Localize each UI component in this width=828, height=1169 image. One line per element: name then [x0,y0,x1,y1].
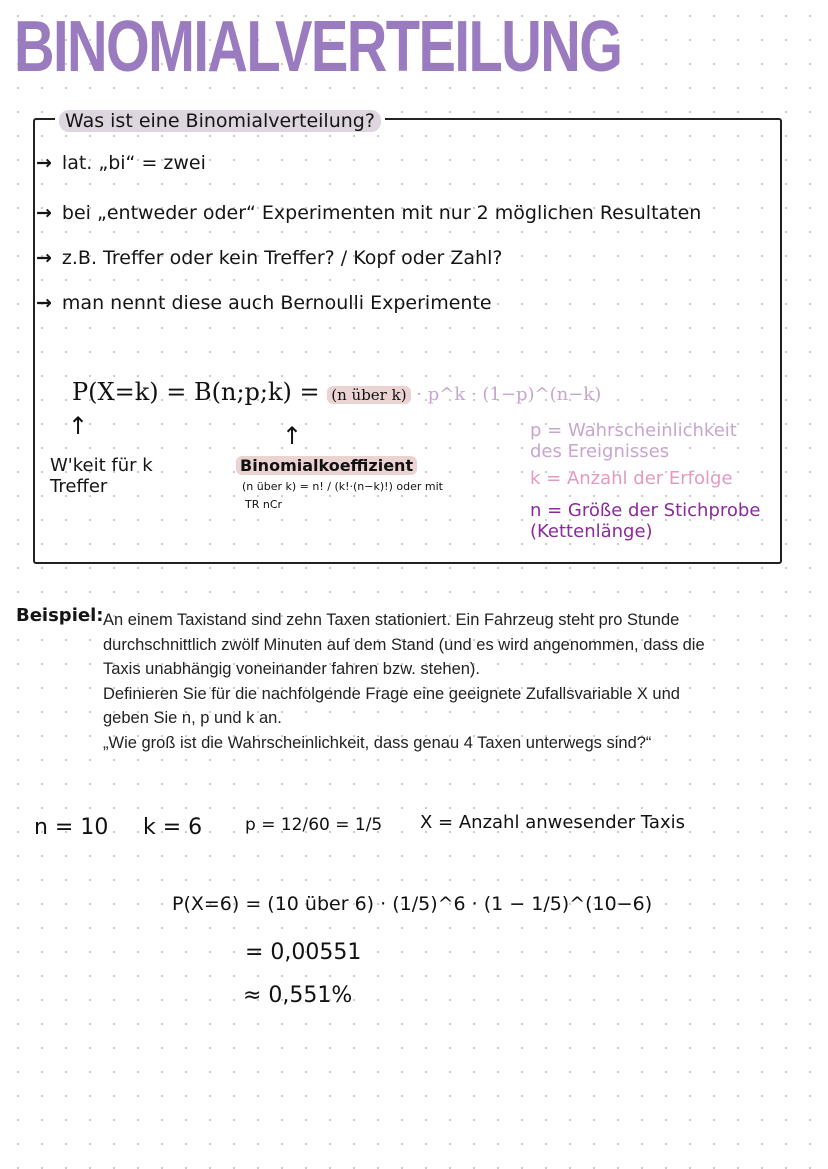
definition-box [33,118,782,564]
bullet-text: bei „entweder oder“ Experimenten mit nur 2 möglichen Resultaten [61,202,702,224]
example-line: geben Sie n, p und k an. [103,709,282,727]
formula-rest: · p^k · (1−p)^(n−k) [410,384,602,405]
page-title: BINOMIALVERTEILUNG [14,7,622,87]
label-binomialkoeffizient [236,455,417,476]
example-line: Definieren Sie für die nachfolgende Frage eine geeignete Zufallsvariable X und [103,684,680,703]
arrow-right-icon: → [36,292,52,314]
formula-left: P(X=k) = B(n;p;k) = [72,378,328,406]
box-heading-text: Was ist eine Binomialverteilung? [59,110,381,132]
box-heading [55,110,385,132]
bullet-1 [36,152,206,174]
legend-n: n = Größe der Stichprobe (Kettenlänge) [530,500,761,542]
tr-ncr: TR nCr [245,498,283,511]
arrow-up-icon: ↑ [282,422,303,450]
example-line: Taxis unabhängig voneinander fahren bzw. stehen). [103,660,481,678]
arrow-up-icon: ↑ [68,412,89,440]
bullet-text: lat. „bi“ = zwei [61,152,206,174]
example-label: Beispiel: [16,605,104,626]
binomial-coefficient: (n über k) [327,386,410,404]
legend-p: p = Wahrscheinlichkeit des Ereignisses [530,420,737,462]
solution-p: p = 12/60 = 1/5 [245,815,383,835]
calc-line-1: P(X=6) = (10 über 6) · (1/5)^6 · (1 − 1/5)^(10−6) [172,893,653,915]
solution-x: X = Anzahl anwesender Taxis [420,812,685,833]
solution-k: k = 6 [143,815,203,840]
bullet-3 [36,247,502,269]
arrow-right-icon: → [36,202,52,224]
solution-n: n = 10 [34,815,109,840]
example-line: durchschnittlich zwölf Minuten auf dem Stand (und es wird angenommen, dass die [103,635,705,654]
binomialkoeffizient-title: Binomialkoeffizient [236,456,417,475]
bullet-4 [36,292,492,314]
example-line: An einem Taxistand sind zehn Taxen stationiert. Ein Fahrzeug steht pro Stunde [103,611,680,629]
bullet-text: man nennt diese auch Bernoulli Experimente [61,292,492,314]
bullet-text: z.B. Treffer oder kein Treffer? / Kopf oder Zahl? [61,247,503,269]
example-text [103,608,705,755]
legend-k: k = Anzahl der Erfolge [530,468,733,489]
calc-line-3: ≈ 0,551% [243,983,353,1008]
bullet-2 [36,202,701,224]
example-line: „Wie groß ist die Wahrscheinlichkeit, dass genau 4 Taxen unterwegs sind?“ [103,733,652,752]
binomialkoeffizient-formula: (n über k) = n! / (k!·(n−k)!) oder mit [242,480,443,493]
label-wkeit: W'keit für k Treffer [50,455,153,497]
calc-line-2: = 0,00551 [245,940,362,965]
arrow-right-icon: → [36,247,52,269]
arrow-right-icon: → [36,152,52,174]
binomial-formula [72,378,601,406]
